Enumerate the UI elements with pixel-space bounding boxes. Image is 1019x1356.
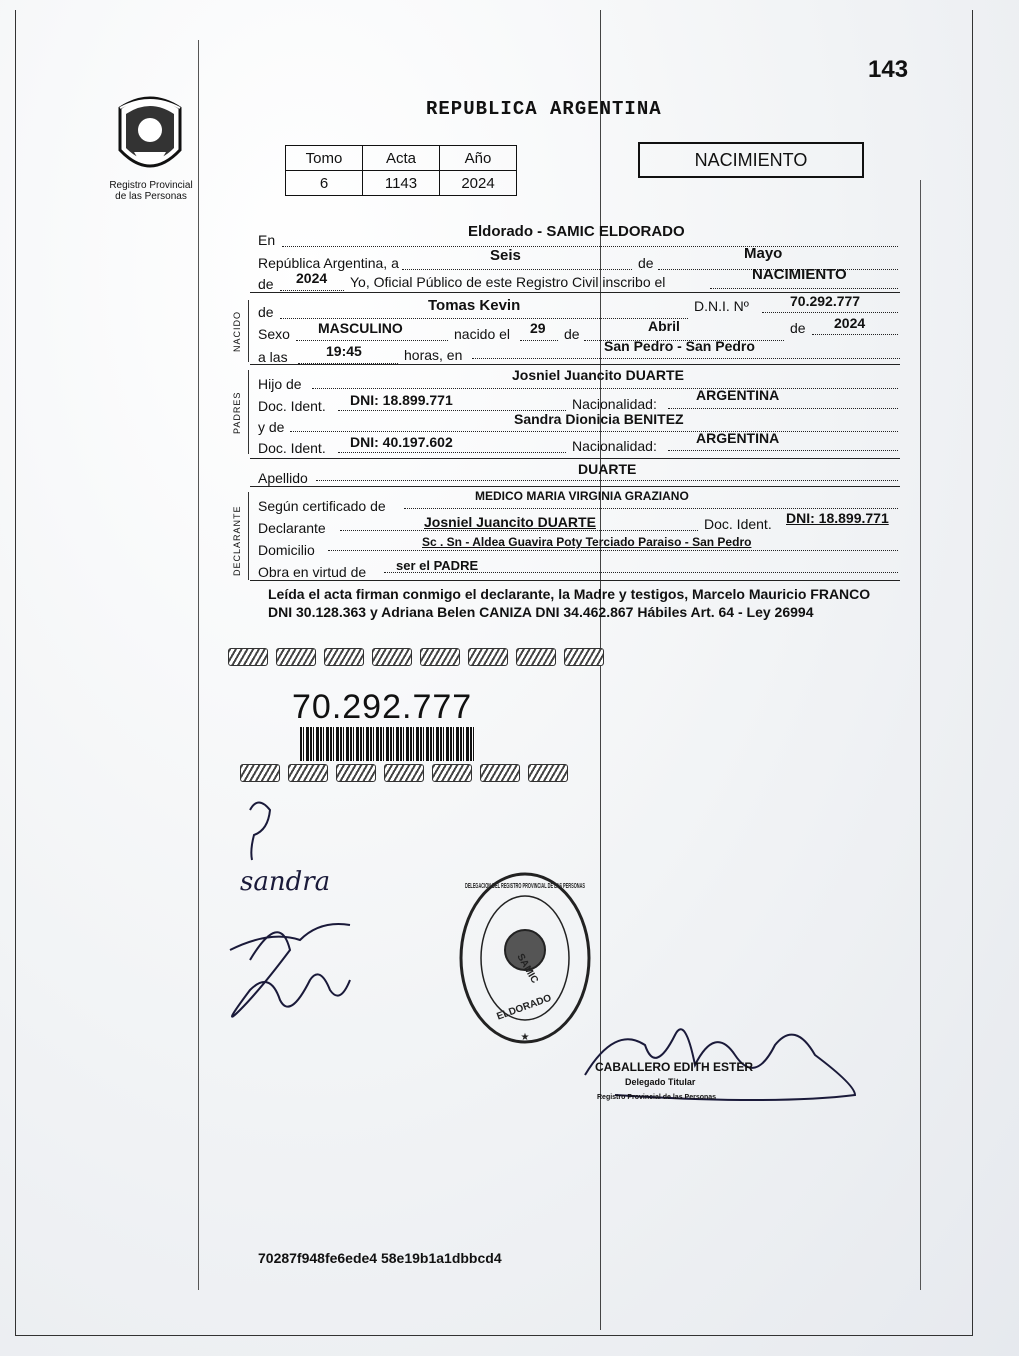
dotted-line [312,388,898,389]
dotted-line [290,431,898,432]
value-birth-month: Abril [648,318,680,334]
hologram-mark [516,648,556,666]
dotted-line [520,340,558,341]
left-border [15,10,16,1335]
hologram-mark [372,648,412,666]
label-de-mid: de [564,326,580,342]
label-horas-en: horas, en [404,347,463,363]
value-sex: MASCULINO [318,320,403,336]
dotted-line [404,508,898,509]
label-oficial: Yo, Oficial Público de este Registro Civil inscribo el [350,274,666,290]
value-certificate: MEDICO MARIA VIRGINIA GRAZIANO [475,489,689,503]
label-nacionalidad-father: Nacionalidad: [572,396,657,412]
label-domicilio: Domicilio [258,542,315,558]
label-de-name: de [258,304,274,320]
dotted-line [282,246,898,247]
security-hologram-strip [240,764,568,784]
value-father-nat: ARGENTINA [696,387,780,403]
inner-left-border [198,40,199,1290]
value-father-doc: DNI: 18.899.771 [350,392,453,408]
officer-signature-stamp [575,1015,875,1125]
header-ano: Año [440,146,517,171]
value-mother-nat: ARGENTINA [696,430,780,446]
value-dni: 70.292.777 [790,293,861,309]
officer-registry: Registro Provincial de las Personas [597,1094,717,1101]
signature-sandra: sandra [240,867,331,897]
label-doc-ident-mother: Doc. Ident. [258,440,326,456]
dotted-line [710,288,898,289]
value-mother-doc: DNI: 40.197.602 [350,434,453,450]
province-seal-logo [114,92,186,178]
value-birth-year: 2024 [834,315,866,331]
label-apellido: Apellido [258,470,308,486]
record-type-box: NACIMIENTO [638,142,864,178]
registry-caption [96,180,206,202]
hologram-mark [480,764,520,782]
dotted-line [402,269,632,270]
label-declarante: Declarante [258,520,326,536]
value-father: Josniel Juancito DUARTE [512,367,684,383]
label-de-end: de [790,320,806,336]
section-bracket [248,300,249,362]
dotted-line [668,408,898,409]
label-segun: Según certificado de [258,498,386,514]
officer-title: Delegado Titular [625,1077,696,1087]
dotted-line [296,340,448,341]
value-birth-day: 29 [530,320,546,336]
hologram-mark [324,648,364,666]
value-capacity: ser el PADRE [396,558,479,573]
stamp-inner-top: SAMIC [514,952,540,986]
registry-caption-line-2: de las Personas [115,191,187,202]
dotted-line [762,312,898,313]
header-acta: Acta [363,146,440,171]
dotted-line [280,290,344,291]
dotted-line [472,358,900,359]
value-tomo: 6 [286,171,363,196]
value-address: Sc . Sn - Aldea Guavira Poty Terciado Paraiso - San Pedro [422,535,752,549]
hologram-mark [276,648,316,666]
value-birth-place: San Pedro - San Pedro [604,338,755,354]
label-y-de: y de [258,419,285,435]
dotted-line [316,480,898,481]
barcode-number: 70.292.777 [292,688,473,726]
label-nacionalidad-mother: Nacionalidad: [572,438,657,454]
value-record: NACIMIENTO [752,266,847,283]
security-hologram-strip [228,648,604,668]
stamp-inner-bottom: ELDORADO [495,992,553,1023]
label-doc-ident-father: Doc. Ident. [258,398,326,414]
label-de-year: de [258,276,274,292]
label-en: En [258,232,276,248]
value-declarant-doc: DNI: 18.899.771 [786,510,889,526]
value-acta: 1143 [363,171,440,196]
section-bracket [248,492,249,580]
section-divider [250,486,900,487]
label-republica: República Argentina, a [258,255,399,271]
label-dni: D.N.I. Nº [694,298,749,314]
value-day-word: Seis [490,247,521,264]
hologram-mark [240,764,280,782]
hologram-mark [528,764,568,782]
closing-statement: Leída el acta firman conmigo el declarante, la Madre y testigos, Marcelo Mauricio FRANCO DNI 30.128.363 y Adriana Belen CANIZA DNI 34.462.867 Hábiles Art. 64 - Ley 26994 [268,586,871,620]
dotted-line [812,334,898,335]
section-label-nacido: NACIDO [232,310,242,352]
section-divider [250,364,900,365]
fold-line [600,10,601,1330]
dotted-line [668,450,898,451]
hologram-mark [432,764,472,782]
page-number: 143 [868,56,909,83]
right-border [972,10,973,1335]
section-label-declarante: DECLARANTE [232,505,242,576]
section-divider [250,580,900,581]
value-surname: DUARTE [578,461,637,477]
value-mother: Sandra Dionicia BENITEZ [514,411,684,427]
value-year: 2024 [296,270,328,286]
value-name: Tomas Kevin [428,297,521,314]
label-a-las: a las [258,349,288,365]
dotted-line [328,550,898,551]
value-ano: 2024 [440,171,517,196]
stamp-star-icon: ★ [520,1032,530,1043]
label-nacido-el: nacido el [454,326,511,342]
barcode [300,727,475,761]
country-title: REPUBLICA ARGENTINA [426,98,662,120]
label-hijo-de: Hijo de [258,376,302,392]
stamp-outer-text: DELEGACION DEL REGISTRO PROVINCIAL DE LAS PERSONAS [465,883,586,890]
official-round-stamp [455,870,595,1050]
registry-caption-line-1: Registro Provincial [109,180,193,191]
handwritten-signatures [210,790,390,1050]
label-obra: Obra en virtud de [258,564,367,580]
value-month-word: Mayo [744,245,783,262]
dotted-line [338,452,566,453]
value-declarant: Josniel Juancito DUARTE [424,514,596,530]
record-table [285,145,517,196]
hologram-mark [336,764,376,782]
hologram-mark [228,648,268,666]
hologram-mark [288,764,328,782]
value-place: Eldorado - SAMIC ELDORADO [468,223,685,240]
section-bracket [248,370,249,454]
label-sexo: Sexo [258,326,290,342]
hologram-mark [468,648,508,666]
officer-name: CABALLERO EDITH ESTER [595,1060,754,1074]
section-divider [250,458,900,459]
bottom-border [15,1335,973,1336]
dotted-line [340,530,698,531]
label-de-month: de [638,255,654,271]
header-tomo: Tomo [286,146,363,171]
hologram-mark [564,648,604,666]
hologram-mark [384,764,424,782]
section-label-padres: PADRES [232,391,242,434]
hologram-mark [420,648,460,666]
inner-right-border [920,180,921,1290]
label-doc-ident-declarant: Doc. Ident. [704,516,772,532]
value-time: 19:45 [326,343,362,359]
hash-code: 70287f948fe6ede4 58e19b1a1dbbcd4 [258,1250,502,1266]
dotted-line [280,318,688,319]
